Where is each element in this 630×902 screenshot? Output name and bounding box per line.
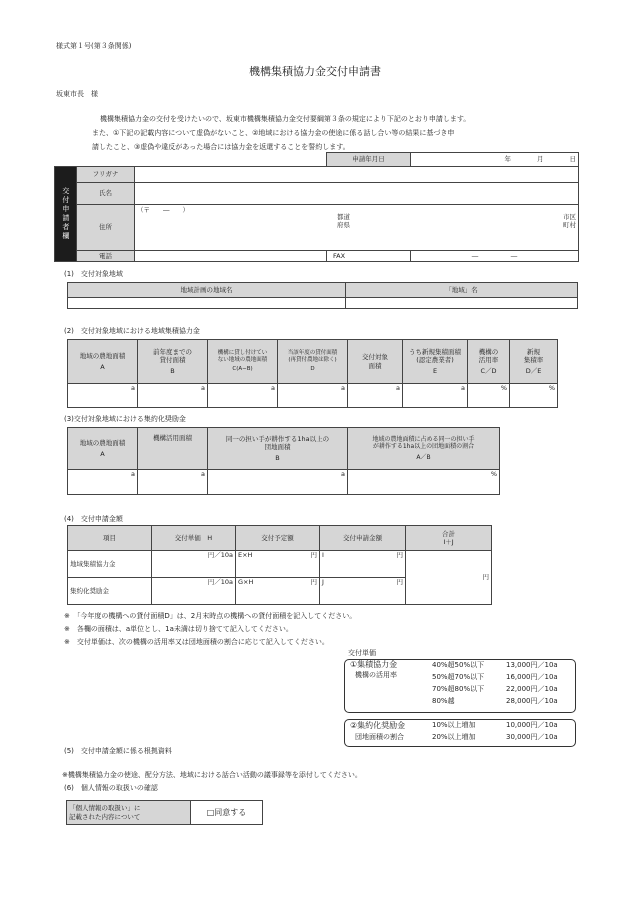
region-table — [67, 282, 578, 309]
s4-row1-unit-price[interactable]: 円／10a — [152, 551, 236, 578]
rate-1-range-2: 50%超70%以下 — [432, 673, 485, 681]
s3-value-b[interactable]: a — [208, 470, 348, 495]
rate-1-price-4: 28,000円／10a — [506, 697, 558, 705]
phone-label: 電話 — [77, 251, 135, 262]
date-year-unit: 年 — [504, 155, 511, 164]
address-label: 住所 — [77, 205, 135, 251]
fax-label: FAX — [327, 251, 411, 262]
intro-line-2: また、①下記の記載内容について虚偽がないこと、②地域における協力金の使途に係る話し合い等の結果に基づき申 — [92, 129, 455, 137]
name-field[interactable] — [135, 183, 579, 205]
section-3-heading: (3)交付対象地域における集約化奨励金 — [64, 415, 186, 423]
s2-value-c[interactable]: a — [208, 384, 278, 408]
rate-1-price-1: 13,000円／10a — [506, 661, 558, 669]
s2-value-d[interactable]: a — [278, 384, 348, 408]
rate-1-price-2: 16,000円／10a — [506, 673, 558, 681]
s4-col-planned-amount: 交付予定額 — [236, 526, 320, 551]
phone-field[interactable] — [135, 251, 327, 262]
rate-group-2-sub: 団地面積の割合 — [355, 733, 404, 741]
section-5-heading: (5) 交付申請金額に係る根拠資料 — [64, 747, 172, 755]
rate-2-price-2: 30,000円／10a — [506, 733, 558, 741]
rate-2-range-2: 20%以上増加 — [432, 733, 476, 741]
privacy-consent-checkbox[interactable]: □同意する — [191, 801, 263, 825]
cooperation-fund-table — [67, 339, 558, 408]
rate-group-1-title: ①集積協力金 — [350, 660, 398, 669]
s4-row1-requested[interactable]: I 円 — [320, 551, 406, 578]
note-1: ※ 「今年度の機構への貸付面積D」は、2月末時点の機構への貸付面積を記入してください。 — [64, 612, 357, 620]
s3-value-ratio[interactable]: % — [348, 470, 500, 495]
region-plan-name-field[interactable] — [68, 298, 346, 309]
region-name-field[interactable] — [346, 298, 578, 309]
s4-col-total: 合計 I＋J — [406, 526, 492, 551]
date-field[interactable] — [411, 153, 579, 167]
s2-value-new-rate[interactable]: % — [510, 384, 558, 408]
s2-col-target-area: 交付対象 面積 — [348, 340, 403, 384]
furigana-label: フリガナ — [77, 167, 135, 183]
privacy-table — [66, 800, 263, 825]
s4-col-item: 項目 — [68, 526, 152, 551]
name-label: 氏名 — [77, 183, 135, 205]
section-1-heading: (1) 交付対象地域 — [64, 270, 123, 278]
region-name-header: 「地域」名 — [346, 283, 578, 298]
section-2-heading: (2) 交付対象地域における地域集積協力金 — [64, 327, 200, 335]
applicant-side-label: 交付申請者欄 — [55, 167, 77, 262]
s2-value-utilization[interactable]: % — [468, 384, 510, 408]
intro-line-1: 機構集積協力金の交付を受けたいので、坂東市機構集積協力金交付要綱第３条の規定により下記のとおり申請します。 — [100, 115, 471, 123]
s4-col-requested-amount: 交付申請金額 — [320, 526, 406, 551]
furigana-field[interactable] — [135, 167, 579, 183]
s3-value-utilized[interactable]: a — [138, 470, 208, 495]
rate-1-range-3: 70%超80%以下 — [432, 685, 485, 693]
form-number: 様式第１号(第３条関係) — [56, 42, 132, 50]
date-day-unit: 日 — [569, 155, 576, 164]
page-title: 機構集積協力金交付申請書 — [249, 65, 381, 78]
rate-2-range-1: 10%以上増加 — [432, 721, 476, 729]
rate-group-2-title: ②集約化奨励金 — [350, 721, 406, 730]
rate-heading: 交付単価 — [348, 649, 376, 657]
section-4-heading: (4) 交付申請金額 — [64, 515, 123, 523]
s4-row1-planned[interactable]: E×H 円 — [236, 551, 320, 578]
note-2: ※ 各欄の面積は、a単位とし、1a未満は切り捨てて記入してください。 — [64, 625, 293, 633]
date-month-unit: 月 — [537, 155, 544, 164]
s4-col-unit-price: 交付単価 H — [152, 526, 236, 551]
rate-group-1-sub: 機構の活用率 — [355, 671, 397, 679]
address-detail-field[interactable] — [135, 233, 579, 251]
s2-col-unleased-area: 機構に貸し付けてい ない地域の農地面積 C(A−B) — [208, 340, 278, 384]
section-6-heading: (6) 個人情報の取扱いの確認 — [64, 784, 158, 792]
s4-row2-planned[interactable]: G×H 円 — [236, 578, 320, 605]
amount-table — [67, 525, 492, 605]
note-3: ※ 交付単価は、次の機構の活用率又は団地面積の割合に応じて記入してください。 — [64, 638, 329, 646]
attachment-note: ※機構集積協力金の使途、配分方法、地域における話合い活動の議事録等を添付してください。 — [62, 771, 362, 779]
s3-col-block-ratio: 地域の農地面積に占める同一の担い手 が耕作する1ha以上の団地面積の割合 A／B — [348, 428, 500, 470]
s4-row2-item: 集約化奨励金 — [68, 578, 152, 605]
address-field[interactable] — [135, 205, 579, 233]
s2-col-prior-lease: 前年度までの 貸付面積 B — [138, 340, 208, 384]
rate-1-price-3: 22,000円／10a — [506, 685, 558, 693]
s2-col-current-lease: 当該年度の貸付面積 (再貸付農地は除く) D — [278, 340, 348, 384]
s2-col-farmland-area: 地域の農地面積 A — [68, 340, 138, 384]
s4-row2-requested[interactable]: J 円 — [320, 578, 406, 605]
region-plan-name-header: 地域計画の地域名 — [68, 283, 346, 298]
consolidation-incentive-table — [67, 427, 500, 495]
rate-1-range-1: 40%超50%以下 — [432, 661, 485, 669]
s2-value-e[interactable]: a — [403, 384, 468, 408]
rate-2-price-1: 10,000円／10a — [506, 721, 558, 729]
s2-col-new-accumulation-rate: 新規 集積率 D／E — [510, 340, 558, 384]
intro-line-3: 請したこと、③虚偽や違反があった場合には協力金を返還することを誓約します。 — [92, 143, 350, 151]
applicant-table — [54, 152, 579, 262]
s2-value-a[interactable]: a — [68, 384, 138, 408]
s3-value-a[interactable]: a — [68, 470, 138, 495]
fax-field[interactable]: ― ― — [411, 251, 579, 262]
shikucho-label: 市区 町村 — [563, 213, 576, 229]
s3-col-utilized-area: 機構活用面積 — [138, 428, 208, 470]
todofuken-label: 都道 府県 — [337, 213, 350, 229]
s2-col-utilization-rate: 機構の 活用率 C／D — [468, 340, 510, 384]
privacy-label: 「個人情報の取扱い」に 記載された内容について — [67, 801, 191, 825]
postal-code: （〒 ― ） — [137, 206, 189, 214]
addressee: 坂東市長 様 — [56, 90, 98, 98]
s3-col-block-area: 同一の担い手が耕作する1ha以上の 団地面積 B — [208, 428, 348, 470]
s2-col-new-accumulation: うち新規集積面積 (認定農業者) E — [403, 340, 468, 384]
date-label: 申請年月日 — [327, 153, 411, 167]
s4-row2-unit-price[interactable]: 円／10a — [152, 578, 236, 605]
rate-1-range-4: 80%越 — [432, 697, 455, 705]
s4-total-field[interactable]: 円 — [406, 551, 492, 605]
s4-row1-item: 地域集積協力金 — [68, 551, 152, 578]
s2-value-b[interactable]: a — [138, 384, 208, 408]
s3-col-farmland-area: 地域の農地面積 A — [68, 428, 138, 470]
s2-value-target[interactable]: a — [348, 384, 403, 408]
